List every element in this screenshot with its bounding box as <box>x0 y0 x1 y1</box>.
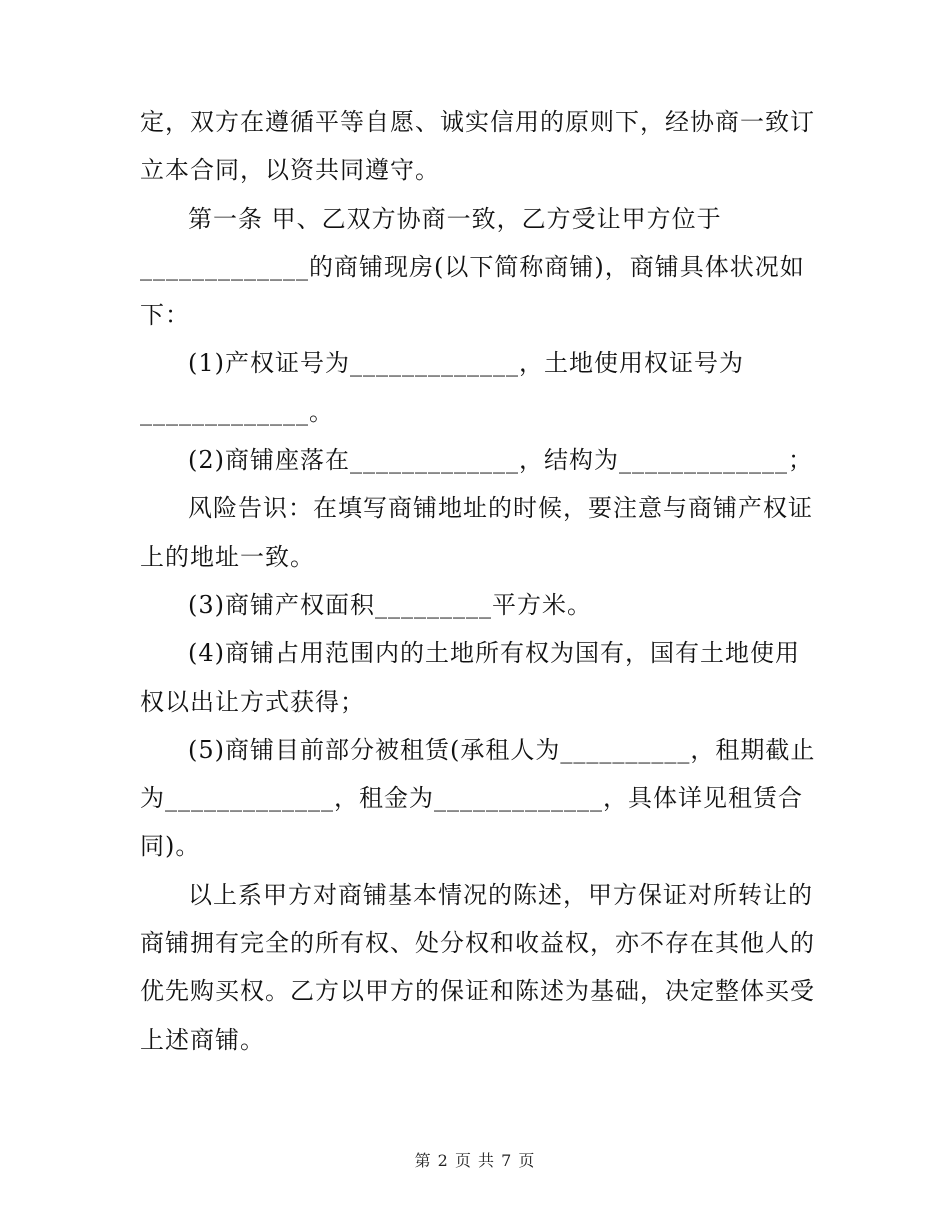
text-line: (3)商铺产权面积_________平方米。 <box>188 590 592 619</box>
text-line: 第一条 甲、乙双方协商一致，乙方受让甲方位于 <box>188 204 722 233</box>
text-line: 下： <box>140 301 190 330</box>
text-line: 同)。 <box>140 832 201 861</box>
text-line: 为_____________，租金为_____________，具体详见租赁合 <box>140 784 803 813</box>
text-line: 立本合同，以资共同遵守。 <box>140 156 440 185</box>
text-line: 商铺拥有完全的所有权、处分权和收益权，亦不存在其他人的 <box>140 929 815 958</box>
text-line: (1)产权证号为_____________，土地使用权证号为 <box>188 349 744 378</box>
document-body <box>140 98 820 1064</box>
text-line: 风险告识：在填写商铺地址的时候，要注意与商铺产权证 <box>188 494 813 523</box>
text-line: 权以出让方式获得； <box>140 687 365 716</box>
text-line: (2)商铺座落在_____________，结构为_____________； <box>188 446 813 475</box>
text-line: (5)商铺目前部分被租赁(承租人为__________，租期截止 <box>188 735 816 764</box>
text-line: 上述商铺。 <box>140 1025 265 1054</box>
text-line: _____________的商铺现房(以下简称商铺)，商铺具体状况如 <box>140 252 805 281</box>
text-line: (4)商铺占用范围内的土地所有权为国有，国有土地使用 <box>188 639 800 668</box>
text-line: _____________。 <box>140 397 334 426</box>
text-line: 优先购买权。乙方以甲方的保证和陈述为基础，决定整体买受 <box>140 977 815 1006</box>
text-line: 定，双方在遵循平等自愿、诚实信用的原则下，经协商一致订 <box>140 108 815 136</box>
text-line: 以上系甲方对商铺基本情况的陈述，甲方保证对所转让的 <box>188 880 813 909</box>
page-number: 第 2 页 共 7 页 <box>414 1151 536 1170</box>
text-line: 上的地址一致。 <box>140 542 315 571</box>
